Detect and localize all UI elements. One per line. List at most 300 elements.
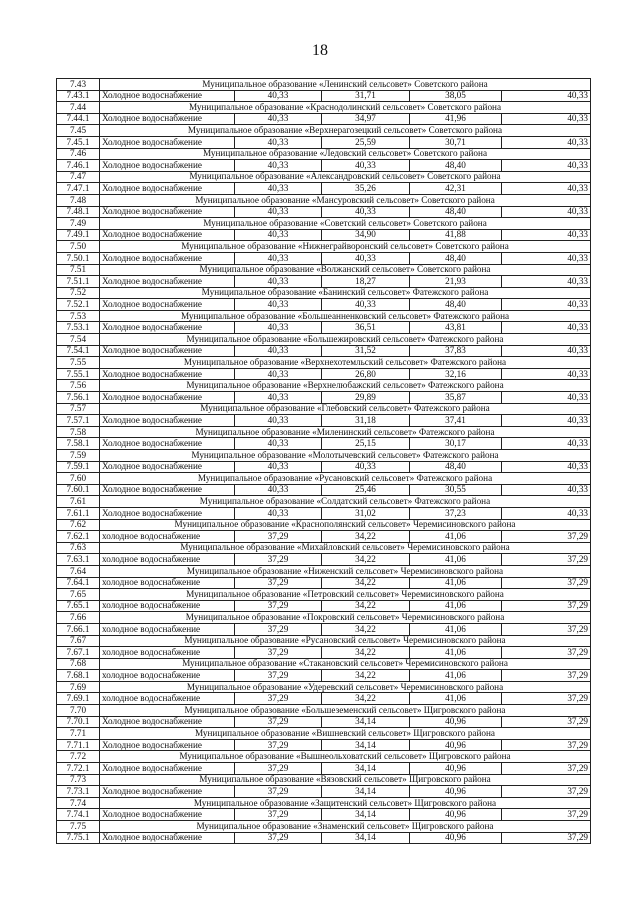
service-name: Холодное водоснабжение — [100, 392, 235, 404]
tariff-data-row — [57, 600, 591, 612]
tariff-value-3: 40,96 — [410, 832, 502, 844]
row-code: 7.71.1 — [57, 739, 100, 751]
tariff-data-row — [57, 90, 591, 102]
tariff-value-1: 40,33 — [235, 345, 322, 357]
tariff-data-row — [57, 136, 591, 148]
row-code: 7.73.1 — [57, 786, 100, 798]
tariff-value-1: 40,33 — [235, 229, 322, 241]
municipality-name: Муниципальное образование «Солдатский сельсовет» Фатежского района — [100, 496, 591, 508]
row-code: 7.47 — [57, 171, 100, 183]
row-code: 7.71 — [57, 728, 100, 740]
tariff-value-4: 37,29 — [502, 716, 591, 728]
tariff-data-row — [57, 716, 591, 728]
row-code: 7.68.1 — [57, 670, 100, 682]
tariff-value-2: 34,22 — [322, 693, 410, 705]
row-code: 7.52 — [57, 287, 100, 299]
tariff-value-2: 40,33 — [322, 461, 410, 473]
tariff-data-row — [57, 554, 591, 566]
tariff-value-2: 34,14 — [322, 786, 410, 798]
tariff-value-3: 37,83 — [410, 345, 502, 357]
municipality-name: Муниципальное образование «Ниженский сельсовет» Черемисиновского района — [100, 565, 591, 577]
municipality-header-row — [57, 426, 591, 438]
service-name: холодное водоснабжение — [100, 577, 235, 589]
municipality-name: Муниципальное образование «Вишневский сельсовет» Щигровского района — [100, 728, 591, 740]
municipality-name: Муниципальное образование «Стакановский сельсовет» Черемисиновского района — [100, 658, 591, 670]
tariff-value-2: 31,71 — [322, 90, 410, 102]
service-name: Холодное водоснабжение — [100, 345, 235, 357]
tariff-value-1: 40,33 — [235, 160, 322, 172]
tariff-value-3: 43,81 — [410, 322, 502, 334]
tariff-value-3: 40,96 — [410, 763, 502, 775]
tariff-value-3: 41,06 — [410, 670, 502, 682]
municipality-header-row — [57, 194, 591, 206]
tariff-value-3: 48,40 — [410, 160, 502, 172]
municipality-header-row — [57, 728, 591, 740]
tariff-value-2: 25,59 — [322, 136, 410, 148]
service-name: холодное водоснабжение — [100, 600, 235, 612]
tariff-value-3: 41,06 — [410, 623, 502, 635]
tariff-value-1: 40,33 — [235, 322, 322, 334]
tariff-data-row — [57, 299, 591, 311]
tariff-value-3: 41,96 — [410, 113, 502, 125]
row-code: 7.45.1 — [57, 136, 100, 148]
municipality-header-row — [57, 79, 591, 91]
tariff-value-4: 40,33 — [502, 113, 591, 125]
tariff-value-4: 40,33 — [502, 136, 591, 148]
service-name: холодное водоснабжение — [100, 531, 235, 543]
tariff-value-4: 40,33 — [502, 252, 591, 264]
tariff-value-4: 40,33 — [502, 299, 591, 311]
tariff-value-4: 40,33 — [502, 183, 591, 195]
row-code: 7.66 — [57, 612, 100, 624]
service-name: Холодное водоснабжение — [100, 786, 235, 798]
tariff-value-2: 34,22 — [322, 531, 410, 543]
row-code: 7.55 — [57, 357, 100, 369]
row-code: 7.44 — [57, 102, 100, 114]
tariff-value-3: 41,88 — [410, 229, 502, 241]
tariff-value-1: 37,29 — [235, 716, 322, 728]
tariff-value-3: 48,40 — [410, 252, 502, 264]
tariff-value-2: 31,18 — [322, 415, 410, 427]
municipality-header-row — [57, 797, 591, 809]
tariff-value-1: 40,33 — [235, 461, 322, 473]
tariff-value-4: 40,33 — [502, 229, 591, 241]
municipality-name: Муниципальное образование «Краснополянский сельсовет» Черемисиновского района — [100, 519, 591, 531]
tariff-data-row — [57, 484, 591, 496]
tariff-value-3: 42,31 — [410, 183, 502, 195]
service-name: Холодное водоснабжение — [100, 90, 235, 102]
service-name: Холодное водоснабжение — [100, 716, 235, 728]
row-code: 7.54.1 — [57, 345, 100, 357]
municipality-header-row — [57, 751, 591, 763]
row-code: 7.69 — [57, 681, 100, 693]
row-code: 7.67 — [57, 635, 100, 647]
row-code: 7.52.1 — [57, 299, 100, 311]
tariff-value-4: 37,29 — [502, 832, 591, 844]
municipality-header-row — [57, 380, 591, 392]
tariff-value-4: 37,29 — [502, 693, 591, 705]
service-name: Холодное водоснабжение — [100, 763, 235, 775]
municipality-name: Муниципальное образование «Советский сельсовет» Советского района — [100, 218, 591, 230]
municipality-header-row — [57, 241, 591, 253]
tariff-data-row — [57, 647, 591, 659]
tariff-data-row — [57, 739, 591, 751]
tariff-data-row — [57, 392, 591, 404]
service-name: холодное водоснабжение — [100, 554, 235, 566]
tariff-data-row — [57, 531, 591, 543]
tariff-value-2: 31,02 — [322, 507, 410, 519]
row-code: 7.70.1 — [57, 716, 100, 728]
municipality-header-row — [57, 403, 591, 415]
municipality-name: Муниципальное образование «Верхнерагозецкий сельсовет» Советского района — [100, 125, 591, 137]
tariff-value-4: 40,33 — [502, 368, 591, 380]
municipality-name: Муниципальное образование «Знаменский сельсовет» Щигровского района — [100, 821, 591, 833]
tariff-value-4: 37,29 — [502, 554, 591, 566]
tariff-value-1: 37,29 — [235, 739, 322, 751]
service-name: холодное водоснабжение — [100, 693, 235, 705]
service-name: Холодное водоснабжение — [100, 276, 235, 288]
tariff-value-2: 34,97 — [322, 113, 410, 125]
tariff-value-2: 34,14 — [322, 809, 410, 821]
row-code: 7.49 — [57, 218, 100, 230]
tariff-value-4: 37,29 — [502, 763, 591, 775]
tariff-value-1: 40,33 — [235, 392, 322, 404]
tariff-value-1: 37,29 — [235, 693, 322, 705]
row-code: 7.66.1 — [57, 623, 100, 635]
tariff-value-1: 40,33 — [235, 415, 322, 427]
municipality-name: Муниципальное образование «Молотычевский сельсовет» Фатежского района — [100, 450, 591, 462]
tariff-data-row — [57, 438, 591, 450]
tariff-value-1: 40,33 — [235, 206, 322, 218]
tariff-data-row — [57, 113, 591, 125]
tariff-data-row — [57, 183, 591, 195]
tariff-value-2: 25,15 — [322, 438, 410, 450]
tariff-value-2: 34,14 — [322, 832, 410, 844]
tariff-value-4: 37,29 — [502, 577, 591, 589]
municipality-name: Муниципальное образование «Большежировский сельсовет» Фатежского района — [100, 334, 591, 346]
tariff-value-4: 37,29 — [502, 739, 591, 751]
row-code: 7.60.1 — [57, 484, 100, 496]
tariff-value-2: 34,22 — [322, 670, 410, 682]
municipality-name: Муниципальное образование «Верхнелюбажский сельсовет» Фатежского района — [100, 380, 591, 392]
tariff-value-3: 21,93 — [410, 276, 502, 288]
tariff-value-2: 40,33 — [322, 252, 410, 264]
tariff-value-4: 40,33 — [502, 438, 591, 450]
row-code: 7.57.1 — [57, 415, 100, 427]
tariff-value-3: 38,05 — [410, 90, 502, 102]
tariff-value-3: 40,96 — [410, 809, 502, 821]
tariff-value-4: 40,33 — [502, 507, 591, 519]
tariff-value-4: 37,29 — [502, 600, 591, 612]
row-code: 7.60 — [57, 473, 100, 485]
row-code: 7.63 — [57, 542, 100, 554]
municipality-header-row — [57, 148, 591, 160]
tariff-value-3: 41,06 — [410, 693, 502, 705]
service-name: Холодное водоснабжение — [100, 206, 235, 218]
tariff-value-2: 34,14 — [322, 739, 410, 751]
tariff-value-4: 40,33 — [502, 484, 591, 496]
service-name: Холодное водоснабжение — [100, 484, 235, 496]
tariff-value-2: 34,22 — [322, 577, 410, 589]
tariff-value-4: 40,33 — [502, 415, 591, 427]
tariff-value-1: 37,29 — [235, 670, 322, 682]
tariff-value-4: 40,33 — [502, 345, 591, 357]
municipality-header-row — [57, 125, 591, 137]
municipality-header-row — [57, 473, 591, 485]
tariff-value-4: 40,33 — [502, 392, 591, 404]
row-code: 7.43 — [57, 79, 100, 91]
tariff-value-4: 40,33 — [502, 322, 591, 334]
tariff-value-4: 40,33 — [502, 461, 591, 473]
row-code: 7.54 — [57, 334, 100, 346]
row-code: 7.63.1 — [57, 554, 100, 566]
municipality-name: Муниципальное образование «Глебовский сельсовет» Фатежского района — [100, 403, 591, 415]
row-code: 7.62 — [57, 519, 100, 531]
service-name: Холодное водоснабжение — [100, 438, 235, 450]
row-code: 7.69.1 — [57, 693, 100, 705]
tariff-value-2: 34,90 — [322, 229, 410, 241]
tariff-value-1: 37,29 — [235, 531, 322, 543]
tariff-value-1: 40,33 — [235, 113, 322, 125]
tariff-value-2: 40,33 — [322, 299, 410, 311]
service-name: Холодное водоснабжение — [100, 229, 235, 241]
tariff-value-2: 18,27 — [322, 276, 410, 288]
tariff-value-3: 41,06 — [410, 554, 502, 566]
municipality-header-row — [57, 287, 591, 299]
municipality-header-row — [57, 589, 591, 601]
tariff-value-4: 37,29 — [502, 623, 591, 635]
tariff-value-2: 34,22 — [322, 623, 410, 635]
row-code: 7.72.1 — [57, 763, 100, 775]
municipality-name: Муниципальное образование «Вышнеольховатский сельсовет» Щигровского района — [100, 751, 591, 763]
tariff-value-4: 40,33 — [502, 90, 591, 102]
tariff-data-row — [57, 507, 591, 519]
row-code: 7.62.1 — [57, 531, 100, 543]
tariff-value-3: 32,16 — [410, 368, 502, 380]
tariff-data-row — [57, 160, 591, 172]
municipality-name: Муниципальное образование «Покровский сельсовет» Черемисиновского района — [100, 612, 591, 624]
service-name: Холодное водоснабжение — [100, 160, 235, 172]
municipality-header-row — [57, 357, 591, 369]
municipality-name: Муниципальное образование «Русановский сельсовет» Черемисиновского района — [100, 635, 591, 647]
row-code: 7.73 — [57, 774, 100, 786]
tariff-value-1: 40,33 — [235, 252, 322, 264]
row-code: 7.45 — [57, 125, 100, 137]
municipality-name: Муниципальное образование «Волжанский сельсовет» Советского района — [100, 264, 591, 276]
tariff-value-4: 37,29 — [502, 647, 591, 659]
row-code: 7.58.1 — [57, 438, 100, 450]
municipality-name: Муниципальное образование «Миленинский сельсовет» Фатежского района — [100, 426, 591, 438]
row-code: 7.46 — [57, 148, 100, 160]
tariff-table — [56, 78, 591, 844]
municipality-header-row — [57, 705, 591, 717]
tariff-data-row — [57, 763, 591, 775]
municipality-header-row — [57, 264, 591, 276]
tariff-data-row — [57, 809, 591, 821]
row-code: 7.57 — [57, 403, 100, 415]
tariff-value-2: 25,46 — [322, 484, 410, 496]
row-code: 7.59.1 — [57, 461, 100, 473]
tariff-value-3: 41,06 — [410, 531, 502, 543]
tariff-value-4: 37,29 — [502, 809, 591, 821]
tariff-value-2: 31,52 — [322, 345, 410, 357]
tariff-value-3: 40,96 — [410, 716, 502, 728]
tariff-value-2: 34,22 — [322, 647, 410, 659]
service-name: Холодное водоснабжение — [100, 136, 235, 148]
tariff-value-4: 40,33 — [502, 160, 591, 172]
row-code: 7.65 — [57, 589, 100, 601]
service-name: Холодное водоснабжение — [100, 739, 235, 751]
service-name: Холодное водоснабжение — [100, 832, 235, 844]
service-name: Холодное водоснабжение — [100, 507, 235, 519]
municipality-header-row — [57, 450, 591, 462]
tariff-value-1: 40,33 — [235, 136, 322, 148]
municipality-name: Муниципальное образование «Михайловский сельсовет» Черемисиновского района — [100, 542, 591, 554]
tariff-value-3: 48,40 — [410, 461, 502, 473]
tariff-value-2: 35,26 — [322, 183, 410, 195]
row-code: 7.56.1 — [57, 392, 100, 404]
service-name: Холодное водоснабжение — [100, 368, 235, 380]
tariff-value-2: 36,51 — [322, 322, 410, 334]
municipality-header-row — [57, 171, 591, 183]
tariff-value-1: 40,33 — [235, 368, 322, 380]
tariff-value-3: 30,17 — [410, 438, 502, 450]
row-code: 7.53.1 — [57, 322, 100, 334]
municipality-header-row — [57, 102, 591, 114]
tariff-value-1: 37,29 — [235, 786, 322, 798]
municipality-name: Муниципальное образование «Александровский сельсовет» Советского района — [100, 171, 591, 183]
row-code: 7.75 — [57, 821, 100, 833]
tariff-data-row — [57, 229, 591, 241]
row-code: 7.67.1 — [57, 647, 100, 659]
tariff-value-2: 29,89 — [322, 392, 410, 404]
tariff-value-1: 40,33 — [235, 438, 322, 450]
tariff-data-row — [57, 577, 591, 589]
tariff-value-2: 34,22 — [322, 554, 410, 566]
tariff-value-2: 40,33 — [322, 206, 410, 218]
municipality-header-row — [57, 681, 591, 693]
municipality-name: Муниципальное образование «Петровский сельсовет» Черемисиновского района — [100, 589, 591, 601]
municipality-name: Муниципальное образование «Нижнеграйворонский сельсовет» Советского района — [100, 241, 591, 253]
service-name: Холодное водоснабжение — [100, 322, 235, 334]
service-name: холодное водоснабжение — [100, 623, 235, 635]
tariff-value-2: 34,22 — [322, 600, 410, 612]
municipality-name: Муниципальное образование «Ледовский сельсовет» Советского района — [100, 148, 591, 160]
municipality-name: Муниципальное образование «Верхнехотемльский сельсовет» Фатежского района — [100, 357, 591, 369]
tariff-value-3: 37,23 — [410, 507, 502, 519]
service-name: Холодное водоснабжение — [100, 113, 235, 125]
municipality-name: Муниципальное образование «Вязовский сельсовет» Щигровского района — [100, 774, 591, 786]
municipality-header-row — [57, 635, 591, 647]
municipality-name: Муниципальное образование «Краснодолинский сельсовет» Советского района — [100, 102, 591, 114]
tariff-value-3: 48,40 — [410, 299, 502, 311]
row-code: 7.61.1 — [57, 507, 100, 519]
tariff-value-3: 35,87 — [410, 392, 502, 404]
municipality-name: Муниципальное образование «Мансуровский сельсовет» Советского района — [100, 194, 591, 206]
tariff-value-3: 30,71 — [410, 136, 502, 148]
tariff-value-4: 37,29 — [502, 531, 591, 543]
municipality-header-row — [57, 542, 591, 554]
row-code: 7.48.1 — [57, 206, 100, 218]
tariff-data-row — [57, 345, 591, 357]
row-code: 7.70 — [57, 705, 100, 717]
service-name: Холодное водоснабжение — [100, 252, 235, 264]
tariff-data-row — [57, 415, 591, 427]
municipality-name: Муниципальное образование «Удеревский сельсовет» Черемисиновского района — [100, 681, 591, 693]
tariff-value-1: 40,33 — [235, 484, 322, 496]
row-code: 7.53 — [57, 310, 100, 322]
row-code: 7.55.1 — [57, 368, 100, 380]
service-name: холодное водоснабжение — [100, 647, 235, 659]
tariff-value-1: 40,33 — [235, 183, 322, 195]
municipality-header-row — [57, 519, 591, 531]
service-name: Холодное водоснабжение — [100, 183, 235, 195]
tariff-value-2: 34,14 — [322, 716, 410, 728]
tariff-data-row — [57, 206, 591, 218]
municipality-header-row — [57, 774, 591, 786]
tariff-value-3: 40,96 — [410, 786, 502, 798]
tariff-data-row — [57, 832, 591, 844]
tariff-value-1: 40,33 — [235, 276, 322, 288]
row-code: 7.74 — [57, 797, 100, 809]
tariff-value-1: 40,33 — [235, 507, 322, 519]
tariff-value-3: 40,96 — [410, 739, 502, 751]
row-code: 7.56 — [57, 380, 100, 392]
row-code: 7.47.1 — [57, 183, 100, 195]
tariff-data-row — [57, 368, 591, 380]
tariff-value-3: 41,06 — [410, 577, 502, 589]
row-code: 7.72 — [57, 751, 100, 763]
row-code: 7.44.1 — [57, 113, 100, 125]
tariff-value-2: 34,14 — [322, 763, 410, 775]
tariff-value-1: 37,29 — [235, 623, 322, 635]
municipality-header-row — [57, 821, 591, 833]
row-code: 7.48 — [57, 194, 100, 206]
tariff-value-1: 37,29 — [235, 832, 322, 844]
service-name: Холодное водоснабжение — [100, 415, 235, 427]
tariff-data-row — [57, 623, 591, 635]
row-code: 7.50 — [57, 241, 100, 253]
tariff-value-3: 41,06 — [410, 600, 502, 612]
row-code: 7.74.1 — [57, 809, 100, 821]
tariff-data-row — [57, 252, 591, 264]
tariff-value-1: 40,33 — [235, 299, 322, 311]
service-name: холодное водоснабжение — [100, 670, 235, 682]
tariff-value-3: 41,06 — [410, 647, 502, 659]
tariff-data-row — [57, 693, 591, 705]
municipality-header-row — [57, 658, 591, 670]
municipality-header-row — [57, 334, 591, 346]
row-code: 7.59 — [57, 450, 100, 462]
row-code: 7.58 — [57, 426, 100, 438]
municipality-header-row — [57, 496, 591, 508]
tariff-value-3: 37,41 — [410, 415, 502, 427]
municipality-header-row — [57, 310, 591, 322]
row-code: 7.65.1 — [57, 600, 100, 612]
row-code: 7.51.1 — [57, 276, 100, 288]
tariff-value-1: 37,29 — [235, 600, 322, 612]
municipality-name: Муниципальное образование «Большеанненковский сельсовет» Фатежского района — [100, 310, 591, 322]
municipality-name: Муниципальное образование «Русановский сельсовет» Фатежского района — [100, 473, 591, 485]
municipality-name: Муниципальное образование «Банинский сельсовет» Фатежского района — [100, 287, 591, 299]
tariff-value-4: 40,33 — [502, 276, 591, 288]
municipality-header-row — [57, 612, 591, 624]
tariff-value-1: 37,29 — [235, 647, 322, 659]
row-code: 7.64.1 — [57, 577, 100, 589]
tariff-value-4: 37,29 — [502, 670, 591, 682]
tariff-data-row — [57, 786, 591, 798]
tariff-value-2: 26,80 — [322, 368, 410, 380]
